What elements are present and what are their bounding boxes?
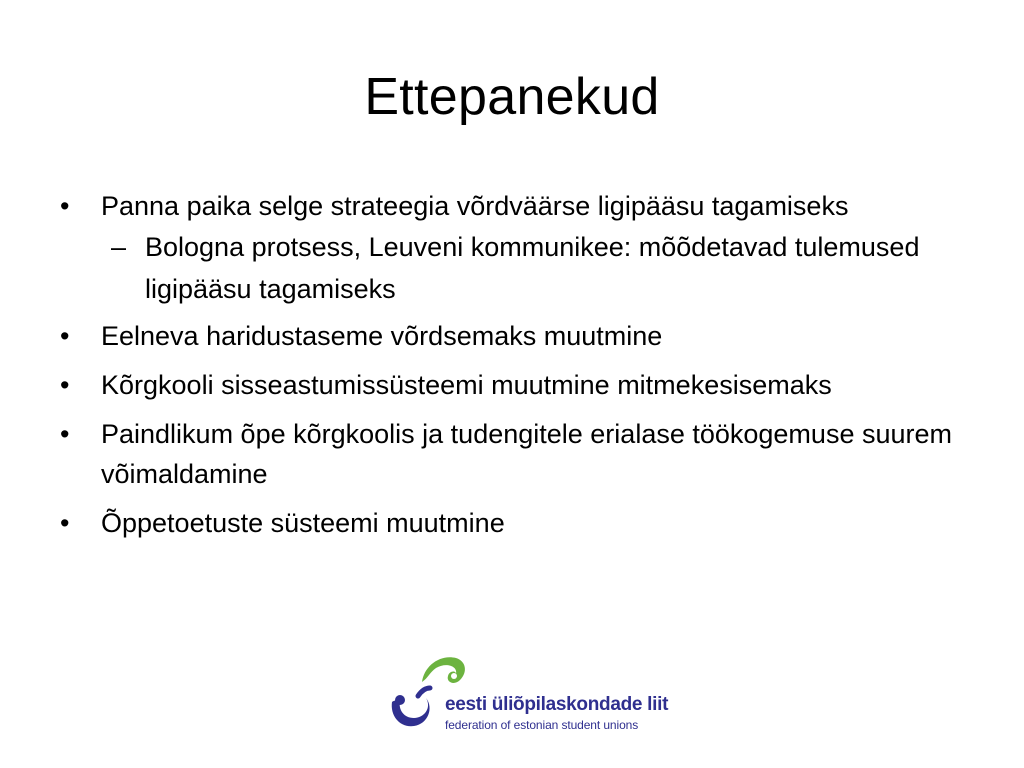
bullet-marker: •	[60, 370, 70, 400]
bullet-item	[60, 503, 960, 543]
bullet-marker: •	[60, 419, 70, 449]
bullet-marker: •	[60, 191, 70, 221]
bullet-item	[60, 186, 960, 226]
bullet-item	[60, 316, 960, 356]
bullet-item	[60, 414, 960, 494]
bullet-text: Õppetoetuste süsteemi muutmine	[101, 508, 505, 538]
sub-bullet-item	[60, 226, 960, 310]
bullet-text: Panna paika selge strateegia võrdväärse ligipääsu tagamiseks	[101, 191, 849, 221]
sub-bullet-marker: –	[111, 232, 127, 262]
bullet-text: Kõrgkooli sisseastumissüsteemi muutmine mitmekesisemaks	[101, 370, 832, 400]
bullet-text: Paindlikum õpe kõrgkoolis ja tudengitele erialase töökogemuse suurem võimaldamine	[101, 419, 952, 489]
bullet-marker: •	[60, 508, 70, 538]
logo-tagline: federation of estonian student unions	[445, 718, 639, 732]
slide-title: Ettepanekud	[364, 68, 660, 126]
bullet-list	[60, 186, 960, 552]
bullet-item	[60, 365, 960, 405]
sub-bullet-text: Bologna protsess, Leuveni kommunikee: mõõdetavad tulemused ligipääsu tagamiseks	[145, 232, 920, 304]
bullet-marker: •	[60, 321, 70, 351]
federation-logo	[388, 652, 669, 736]
logo-name: eesti üliõpilaskondade liit	[445, 694, 669, 715]
bullet-text: Eelneva haridustaseme võrdsemaks muutmine	[101, 321, 663, 351]
